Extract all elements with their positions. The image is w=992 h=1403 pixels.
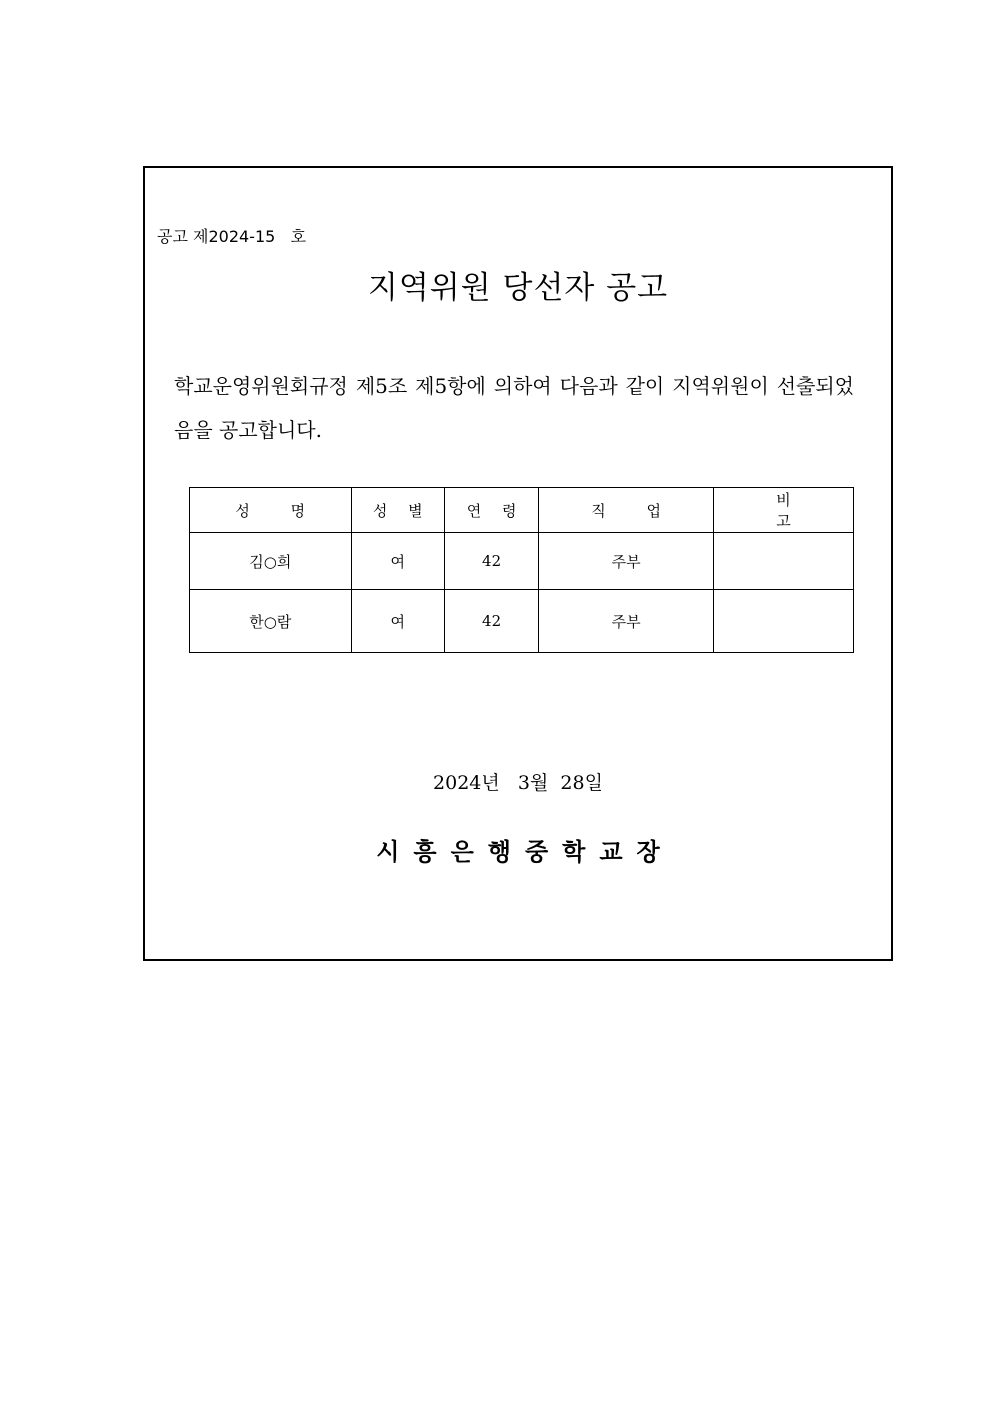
notice-date: 2024년 3월 28일 [433,772,603,794]
notice-box [143,166,893,961]
table-row [190,590,854,653]
header-note: 비 고 [714,488,854,533]
cell-age: 42 [444,533,538,590]
cell-name: 김○희 [190,533,352,590]
cell-name: 한○람 [190,590,352,653]
cell-note [714,590,854,653]
school-principal-signature: 시흥은행중학교장 [376,837,674,866]
header-name: 성 명 [190,488,352,533]
table-header-row [190,488,854,533]
header-gender: 성 별 [351,488,444,533]
cell-job: 주부 [539,590,714,653]
notice-body: 학교운영위원회규정 제5조 제5항에 의하여 다음과 같이 지역위원이 선출되었음을 공고합니다. [174,374,854,442]
table-row [190,533,854,590]
header-age: 연 령 [444,488,538,533]
cell-note [714,533,854,590]
notice-title: 지역위원 당선자 공고 [367,270,669,306]
cell-age: 42 [444,590,538,653]
header-job: 직 업 [539,488,714,533]
winners-table [189,487,854,653]
cell-gender: 여 [351,590,444,653]
notice-number: 공고 제2024-15 호 [157,227,307,246]
cell-gender: 여 [351,533,444,590]
cell-job: 주부 [539,533,714,590]
